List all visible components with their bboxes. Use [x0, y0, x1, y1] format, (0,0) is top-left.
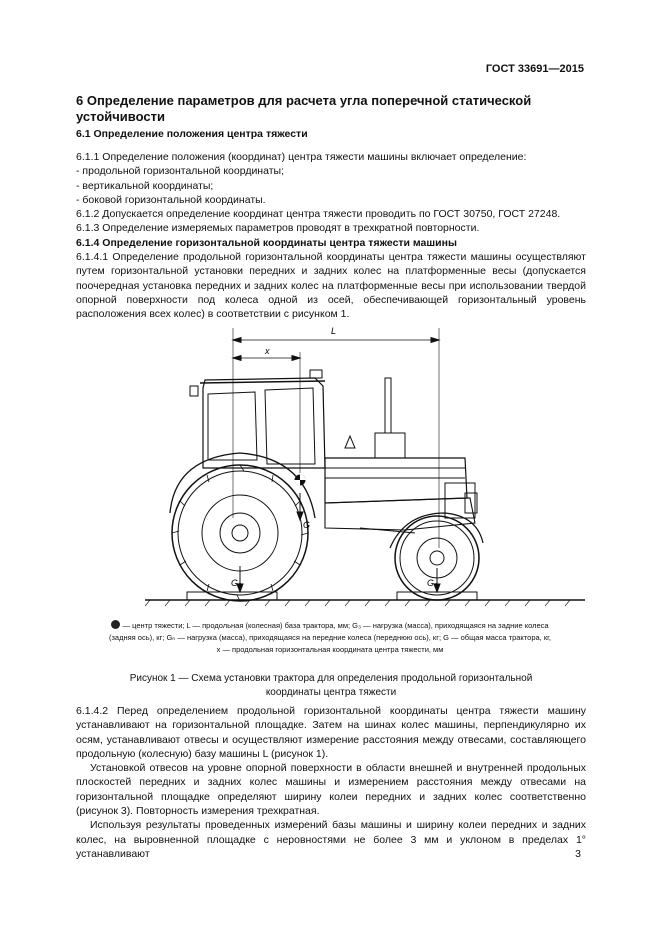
paragraph: 6.1.1 Определение положения (координат) центра тяжести машины включает определение:: [76, 151, 527, 163]
figure-legend: [60, 620, 600, 656]
subsection-title: 6.1 Определение положения центра тяжести: [76, 128, 308, 140]
tractor-diagram: [145, 318, 585, 608]
paragraph-block-top: [76, 150, 586, 322]
paragraph: 6.1.3 Определение измеряемых параметров проводят в трехкратной повторности.: [76, 222, 480, 235]
subheading-614: 6.1.4 Определение горизонтальной координаты центра тяжести машины: [76, 236, 457, 249]
center-of-gravity-icon: [111, 620, 120, 629]
label-x: x: [265, 346, 270, 356]
standard-code: ГОСТ 33691—2015: [485, 63, 584, 75]
caption-line: Рисунок 1 — Схема установки трактора для определения продольной горизонтальной: [129, 673, 533, 684]
caption-line: координаты центра тяжести: [265, 687, 397, 698]
figure-caption: [76, 672, 586, 700]
legend-line: (задняя ось), кг; Gₙ — нагрузка (масса), приходящаяся на передние колеса (переднюю ось), кг; G — общая масса трактора, кг,: [108, 633, 552, 642]
page-number: 3: [575, 848, 581, 860]
paragraph: Установкой отвесов на уровне опорной поверхности в области внешней и внутренней продольных плоскостей передних и задних колес машины и измерением расстояния между отвесами на горизонтальной площадке определяют ширину колеи передних и задних колес соответственно (рисунок 3). Повторность измерения трехкратная.: [76, 762, 586, 818]
label-G: G: [303, 520, 311, 530]
legend-line: — центр тяжести; L — продольная (колесная) база трактора, мм; G₃ — нагрузка (масса), приходящаяся на задние колеса: [122, 621, 549, 630]
label-Gn: Gₙ: [427, 578, 438, 588]
paragraph: Используя результаты проведенных измерений базы машины и ширину колеи передних и задних колес, на выровненной площадке с неровностями не более 3 мм и уклоном в пределах 1° устанавливают: [76, 819, 586, 860]
center-of-gravity-icon: [295, 475, 306, 486]
legend-line: x — продольная горизонтальная координата центра тяжести, мм: [216, 645, 444, 654]
list-item: - продольной горизонтальной координаты;: [76, 165, 284, 178]
paragraph-6141: 6.1.4.1 Определение продольной горизонтальной координаты центра тяжести машины осуществляют путем горизонтальной установки передних и задних колес на платформенные весы (допускается поочередная установка передних и задних колес на платформенные весы при использовании твердой опорной поверхности под колеса одной из осей, обеспечивающей горизонтальный уровень расположения всех колес) в соответствии с рисунком 1.: [76, 251, 586, 321]
paragraph-block-bottom: [76, 704, 586, 861]
paragraph-6142: 6.1.4.2 Перед определением продольной горизонтальной координаты центра тяжести машину устанавливают на горизонтальной площадке. Затем на шинах колес машины, перпендикулярно их осям, устанавливают отвесы и осуществляют измерение расстояния между отвесами, составляющего продольную (колесную) базу машины L (рисунок 1).: [76, 705, 586, 760]
list-item: - боковой горизонтальной координаты.: [76, 193, 266, 206]
section-title: 6 Определение параметров для расчета угла поперечной статической устойчивости: [76, 93, 532, 124]
label-L: L: [331, 326, 337, 336]
label-G3: G₃: [231, 578, 242, 588]
paragraph: 6.1.2 Допускается определение координат центра тяжести проводить по ГОСТ 30750, ГОСТ 27248.: [76, 208, 561, 221]
list-item: - вертикальной координаты;: [76, 179, 214, 192]
